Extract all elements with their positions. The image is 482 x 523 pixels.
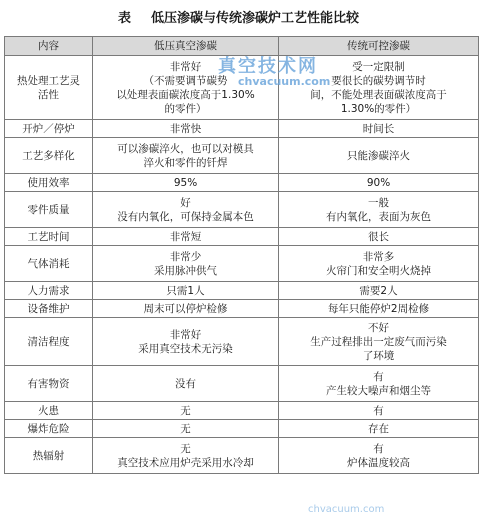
vacuum-cell [93,366,279,402]
traditional-cell-line: 1.30%的零件） [340,102,417,115]
vacuum-cell-line: 非常少 [169,250,202,263]
table-body [5,56,479,474]
vacuum-cell-line: 以处理表面碳浓度高于1.30% [116,88,255,101]
vacuum-cell-line: 可以渗碳淬火，也可以对模具 [117,142,254,155]
traditional-cell-line: 每年只能停炉2周检修 [327,302,430,315]
row-label [5,192,93,228]
table-label: 表 [118,10,132,26]
table-title [0,0,482,32]
row-label [5,318,93,366]
vacuum-cell-line: 没有内氧化，可保持金属本色 [117,210,254,223]
header-traditional: 传统可控渗碳 [279,37,479,56]
table-row [5,192,479,228]
table-row [5,282,479,300]
vacuum-cell [93,282,279,300]
traditional-cell-line: 火帘门和安全明火烧掉 [326,264,431,277]
traditional-cell-line: 有 [373,442,384,455]
vacuum-cell-line: 非常快 [169,122,202,135]
row-label-line: 活性 [38,88,59,101]
row-label [5,56,93,120]
traditional-cell [279,120,479,138]
vacuum-cell-line: 无 [180,404,191,417]
row-label-line: 热处理工艺灵 [17,74,80,87]
vacuum-cell-line: 只需1人 [166,284,205,297]
traditional-cell [279,282,479,300]
row-label-line: 清洁程度 [27,335,70,348]
traditional-cell-line: 90% [366,176,391,189]
vacuum-cell-line: 非常短 [169,230,202,243]
vacuum-cell [93,300,279,318]
row-label-line: 热辐射 [32,449,65,462]
table-row [5,174,479,192]
vacuum-cell [93,138,279,174]
row-label [5,438,93,474]
vacuum-cell-line: 的零件） [164,102,207,115]
traditional-cell [279,318,479,366]
row-label [5,300,93,318]
row-label-line: 有害物资 [27,377,70,390]
vacuum-cell-line: 真空技术应用炉壳采用水冷却 [117,456,254,469]
vacuum-cell-line: 无 [180,422,191,435]
traditional-cell [279,246,479,282]
row-label [5,420,93,438]
traditional-cell-line: 有内氧化，表面为灰色 [326,210,431,223]
traditional-cell-line: 只能渗碳淬火 [347,149,410,162]
traditional-cell-line: 产生较大噪声和烟尘等 [326,384,431,397]
header-content: 内容 [5,37,93,56]
row-label [5,402,93,420]
table-row [5,402,479,420]
watermark-url-footer: chvacuum.com [308,504,385,515]
vacuum-cell-line: 非常好 [169,60,202,73]
row-label [5,366,93,402]
vacuum-cell-line: 采用脉冲供气 [154,264,217,277]
traditional-cell [279,192,479,228]
row-label-line: 人力需求 [27,284,70,297]
table-row [5,120,479,138]
vacuum-cell-line: 没有 [175,377,196,390]
header-vacuum: 低压真空渗碳 [93,37,279,56]
row-label-line: 使用效率 [27,176,70,189]
row-label-line: 开炉／停炉 [22,122,75,135]
watermark-brand: 真空技术网 [218,56,318,77]
traditional-cell-line: 存在 [368,422,389,435]
traditional-cell-line: 间，不能处理表面碳浓度高于 [310,88,447,101]
traditional-cell [279,138,479,174]
vacuum-cell [93,174,279,192]
traditional-cell-line: 有 [373,404,384,417]
vacuum-cell [93,402,279,420]
table-row [5,300,479,318]
traditional-cell-line: 需要2人 [359,284,398,297]
vacuum-cell-line: 无 [180,442,191,455]
vacuum-cell [93,420,279,438]
traditional-cell [279,174,479,192]
traditional-cell [279,300,479,318]
traditional-cell-line: 不好 [368,321,389,334]
table-caption: 低压渗碳与传统渗碳炉工艺性能比较 [151,10,360,26]
row-label-line: 工艺时间 [27,230,70,243]
table-row [5,246,479,282]
vacuum-cell-line: 好 [180,196,191,209]
vacuum-cell-line: 周末可以停炉检修 [143,302,228,315]
row-label-line: 设备维护 [27,302,70,315]
table-row [5,318,479,366]
row-label-line: 零件质量 [27,203,70,216]
table-row [5,366,479,402]
traditional-cell-line: 时间长 [362,122,395,135]
vacuum-cell [93,246,279,282]
table-row [5,420,479,438]
traditional-cell-line: 要很长的碳势调节时 [331,74,426,87]
traditional-cell [279,228,479,246]
vacuum-cell [93,120,279,138]
vacuum-cell [93,228,279,246]
traditional-cell-line: 非常多 [362,250,395,263]
vacuum-cell [93,192,279,228]
watermark-url: chvacuum.com [238,75,331,88]
traditional-cell [279,402,479,420]
traditional-cell [279,420,479,438]
traditional-cell-line: 了环境 [362,349,395,362]
comparison-table [4,36,479,474]
table-row [5,138,479,174]
row-label [5,174,93,192]
traditional-cell-line: 炉体温度较高 [347,456,410,469]
vacuum-cell-line: 淬火和零件的钎焊 [143,156,228,169]
vacuum-cell [93,318,279,366]
traditional-cell-line: 受一定限制 [352,60,405,73]
vacuum-cell-line: 非常好 [169,328,202,341]
traditional-cell [279,366,479,402]
row-label [5,120,93,138]
row-label [5,282,93,300]
table-row [5,228,479,246]
row-label [5,138,93,174]
vacuum-cell-line: 95% [173,176,198,189]
traditional-cell-line: 生产过程排出一定废气而污染 [310,335,447,348]
vacuum-cell [93,438,279,474]
row-label-line: 气体消耗 [27,257,70,270]
row-label [5,246,93,282]
traditional-cell-line: 一般 [368,196,389,209]
row-label-line: 火患 [38,404,59,417]
row-label [5,228,93,246]
vacuum-cell-line: 采用真空技术无污染 [138,342,233,355]
row-label-line: 工艺多样化 [22,149,75,162]
traditional-cell-line: 很长 [368,230,389,243]
traditional-cell [279,438,479,474]
traditional-cell-line: 有 [373,370,384,383]
vacuum-cell-line: （不需要调节碳势 [143,74,228,87]
table-row [5,438,479,474]
row-label-line: 爆炸危险 [27,422,70,435]
